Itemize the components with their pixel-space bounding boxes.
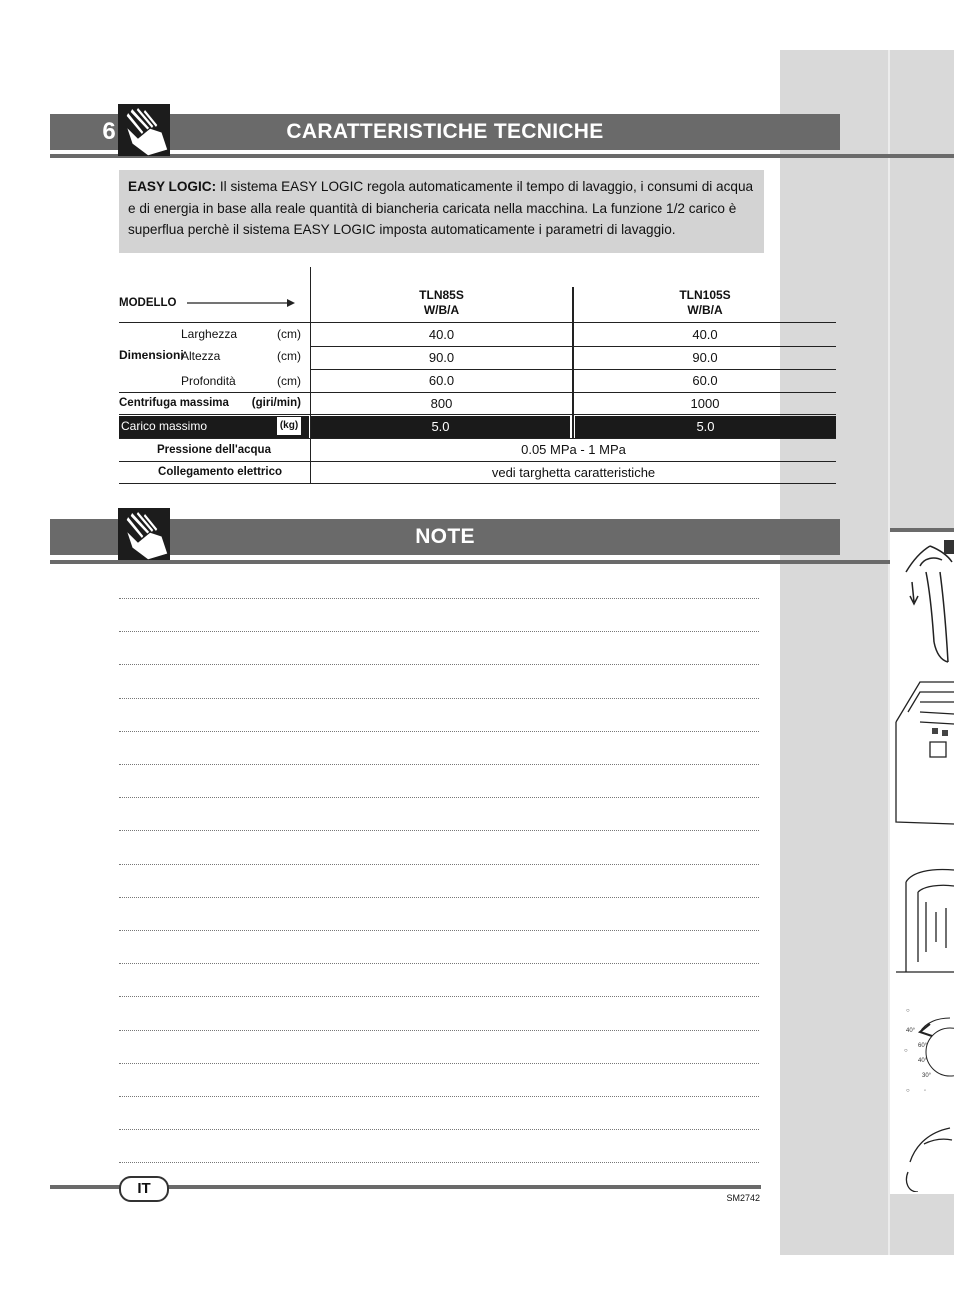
- cell-value: 90.0: [692, 350, 718, 365]
- note-line: [119, 830, 759, 831]
- hand-icon: [118, 508, 170, 560]
- note-line: [119, 698, 759, 699]
- note-line: [119, 864, 759, 865]
- note-line: [119, 664, 759, 665]
- row-label: Altezza: [181, 349, 221, 363]
- row-unit: (cm): [277, 374, 301, 388]
- cell-value: 0.05 MPa - 1 MPa: [521, 442, 626, 457]
- side-illustration-panel: [890, 528, 954, 1194]
- note-line: [119, 963, 759, 964]
- document-code: SM2742: [726, 1193, 760, 1203]
- cell-value: 800: [430, 396, 453, 411]
- svg-text:○: ○: [904, 1048, 908, 1054]
- hand-icon: [118, 104, 170, 156]
- row-label: Profondità: [181, 374, 236, 388]
- row-label: Centrifuga massima: [119, 397, 229, 409]
- svg-text:30°: 30°: [922, 1073, 932, 1079]
- easy-logic-info-box: [119, 170, 764, 253]
- note-line: [119, 764, 759, 765]
- info-text: Il sistema EASY LOGIC regola automaticamente il tempo di lavaggio, i consumi di acqua e di energia in base alla reale quantità di biancheria caricata nella macchina. La funzione 1/2 carico è superflua perchè il sistema EASY LOGIC imposta automaticamente i parametri di lavaggio.: [128, 179, 754, 237]
- language-badge: IT: [119, 1176, 169, 1202]
- dimensions-label: Dimensioni: [119, 348, 184, 362]
- notes-title: NOTE: [415, 525, 475, 548]
- svg-text:40°: 40°: [918, 1058, 928, 1064]
- model-variant: W/B/A: [687, 303, 723, 317]
- notes-rule: [50, 560, 890, 564]
- cell-value: vedi targhetta caratteristiche: [491, 465, 656, 480]
- row-label: Larghezza: [181, 327, 238, 341]
- model-header-2: [574, 288, 836, 318]
- model-name: TLN105S: [679, 288, 731, 302]
- cell-value: 60.0: [428, 373, 455, 388]
- cell-value: 40.0: [692, 327, 718, 342]
- cell-value: 60.0: [692, 373, 718, 388]
- row-unit: (cm): [277, 349, 301, 363]
- cell-value: 5.0: [696, 419, 715, 434]
- svg-text:○: ○: [906, 1088, 910, 1094]
- note-line: [119, 1162, 759, 1163]
- specs-table: [119, 267, 836, 484]
- row-label: Carico massimo: [121, 419, 208, 433]
- note-line: [119, 1030, 759, 1031]
- model-name: TLN85S: [419, 288, 464, 302]
- note-line: [119, 996, 759, 997]
- chapter-number: 6: [102, 118, 116, 145]
- note-line: [119, 631, 759, 632]
- note-line: [119, 797, 759, 798]
- note-line: [119, 1096, 759, 1097]
- row-unit: (giri/min): [251, 397, 301, 409]
- note-line: [119, 897, 759, 898]
- svg-text:60°: 60°: [918, 1043, 928, 1049]
- cell-value: 40.0: [428, 327, 455, 342]
- note-line: [119, 1063, 759, 1064]
- section-title: CARATTERISTICHE TECNICHE: [286, 120, 604, 143]
- row-label: Pressione dell'acqua: [157, 444, 271, 456]
- model-header-1: [311, 288, 572, 318]
- model-label: MODELLO: [119, 297, 177, 309]
- arrow-right-icon: [187, 298, 297, 308]
- note-line: [119, 598, 759, 599]
- cell-value: 1000: [690, 396, 720, 411]
- row-unit: (cm): [277, 327, 301, 341]
- info-label: EASY LOGIC:: [128, 179, 217, 194]
- cell-value: 90.0: [428, 350, 455, 365]
- row-unit: (kg): [277, 417, 301, 435]
- svg-text:40°: 40°: [906, 1028, 916, 1034]
- note-line: [119, 930, 759, 931]
- model-variant: W/B/A: [423, 303, 460, 317]
- section-rule: [50, 154, 954, 158]
- washing-machine-illustrations: [890, 532, 954, 1192]
- note-line: [119, 731, 759, 732]
- row-label: Collegamento elettrico: [158, 466, 282, 478]
- svg-text:○: ○: [906, 1008, 910, 1014]
- note-line: [119, 1129, 759, 1130]
- svg-text:◦: ◦: [924, 1088, 927, 1094]
- cell-value: 5.0: [431, 419, 450, 434]
